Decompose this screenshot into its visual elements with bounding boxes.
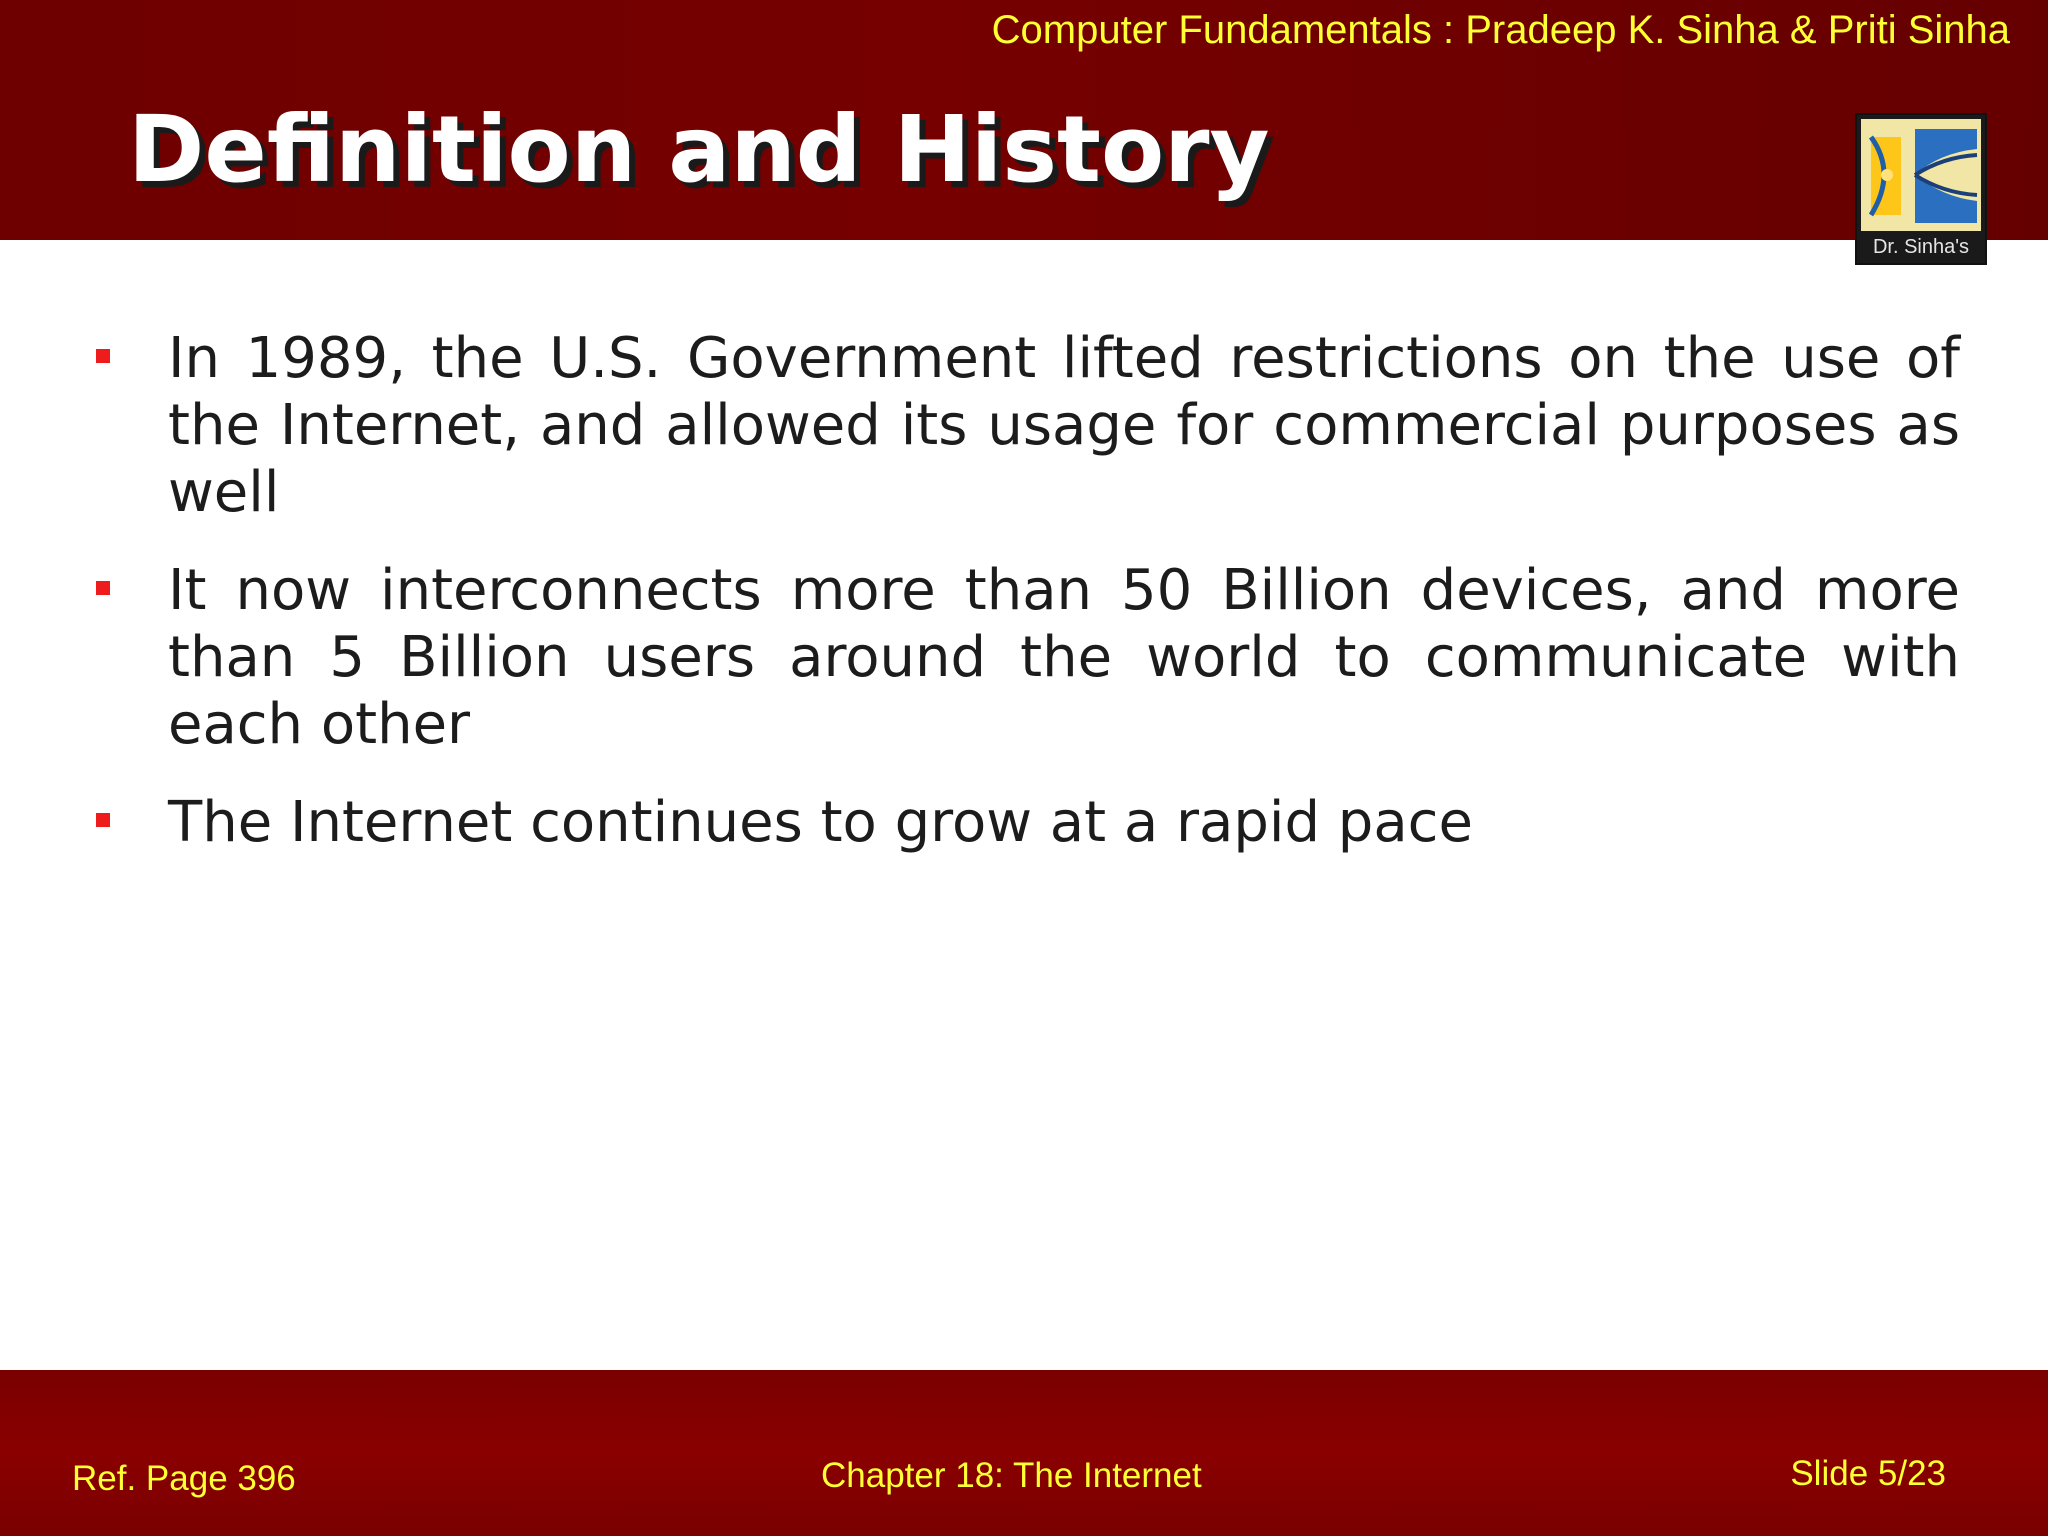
slide-title: Definition and History [128, 96, 1270, 203]
bullet-square-icon [96, 349, 110, 363]
slide-number: Slide 5/23 [1790, 1454, 1946, 1493]
dr-sinhas-logo-icon [1855, 113, 1987, 265]
slide-footer [0, 1370, 2048, 1536]
bullet-square-icon [96, 581, 110, 595]
bullet-text: The Internet continues to grow at a rapid pace [168, 790, 1473, 855]
bullet-item [168, 557, 1960, 758]
slide-header [0, 0, 2048, 240]
bullet-item [168, 325, 1960, 526]
bullet-item [168, 789, 1960, 856]
bullet-square-icon [96, 813, 110, 827]
bullet-list [0, 325, 2048, 887]
book-credit: Computer Fundamentals : Pradeep K. Sinha & Priti Sinha [991, 8, 2010, 52]
bullet-text: In 1989, the U.S. Government lifted restrictions on the use of the Internet, and allowed its usage for commercial purposes as well [168, 326, 1960, 525]
logo-graphic [1857, 115, 1985, 235]
bullet-text: It now interconnects more than 50 Billion devices, and more than 5 Billion users around the world to communicate with each other [168, 558, 1960, 757]
chapter-title: Chapter 18: The Internet [821, 1456, 1202, 1495]
logo-caption: Dr. Sinha's [1872, 236, 1970, 258]
ref-page: Ref. Page 396 [72, 1459, 296, 1498]
